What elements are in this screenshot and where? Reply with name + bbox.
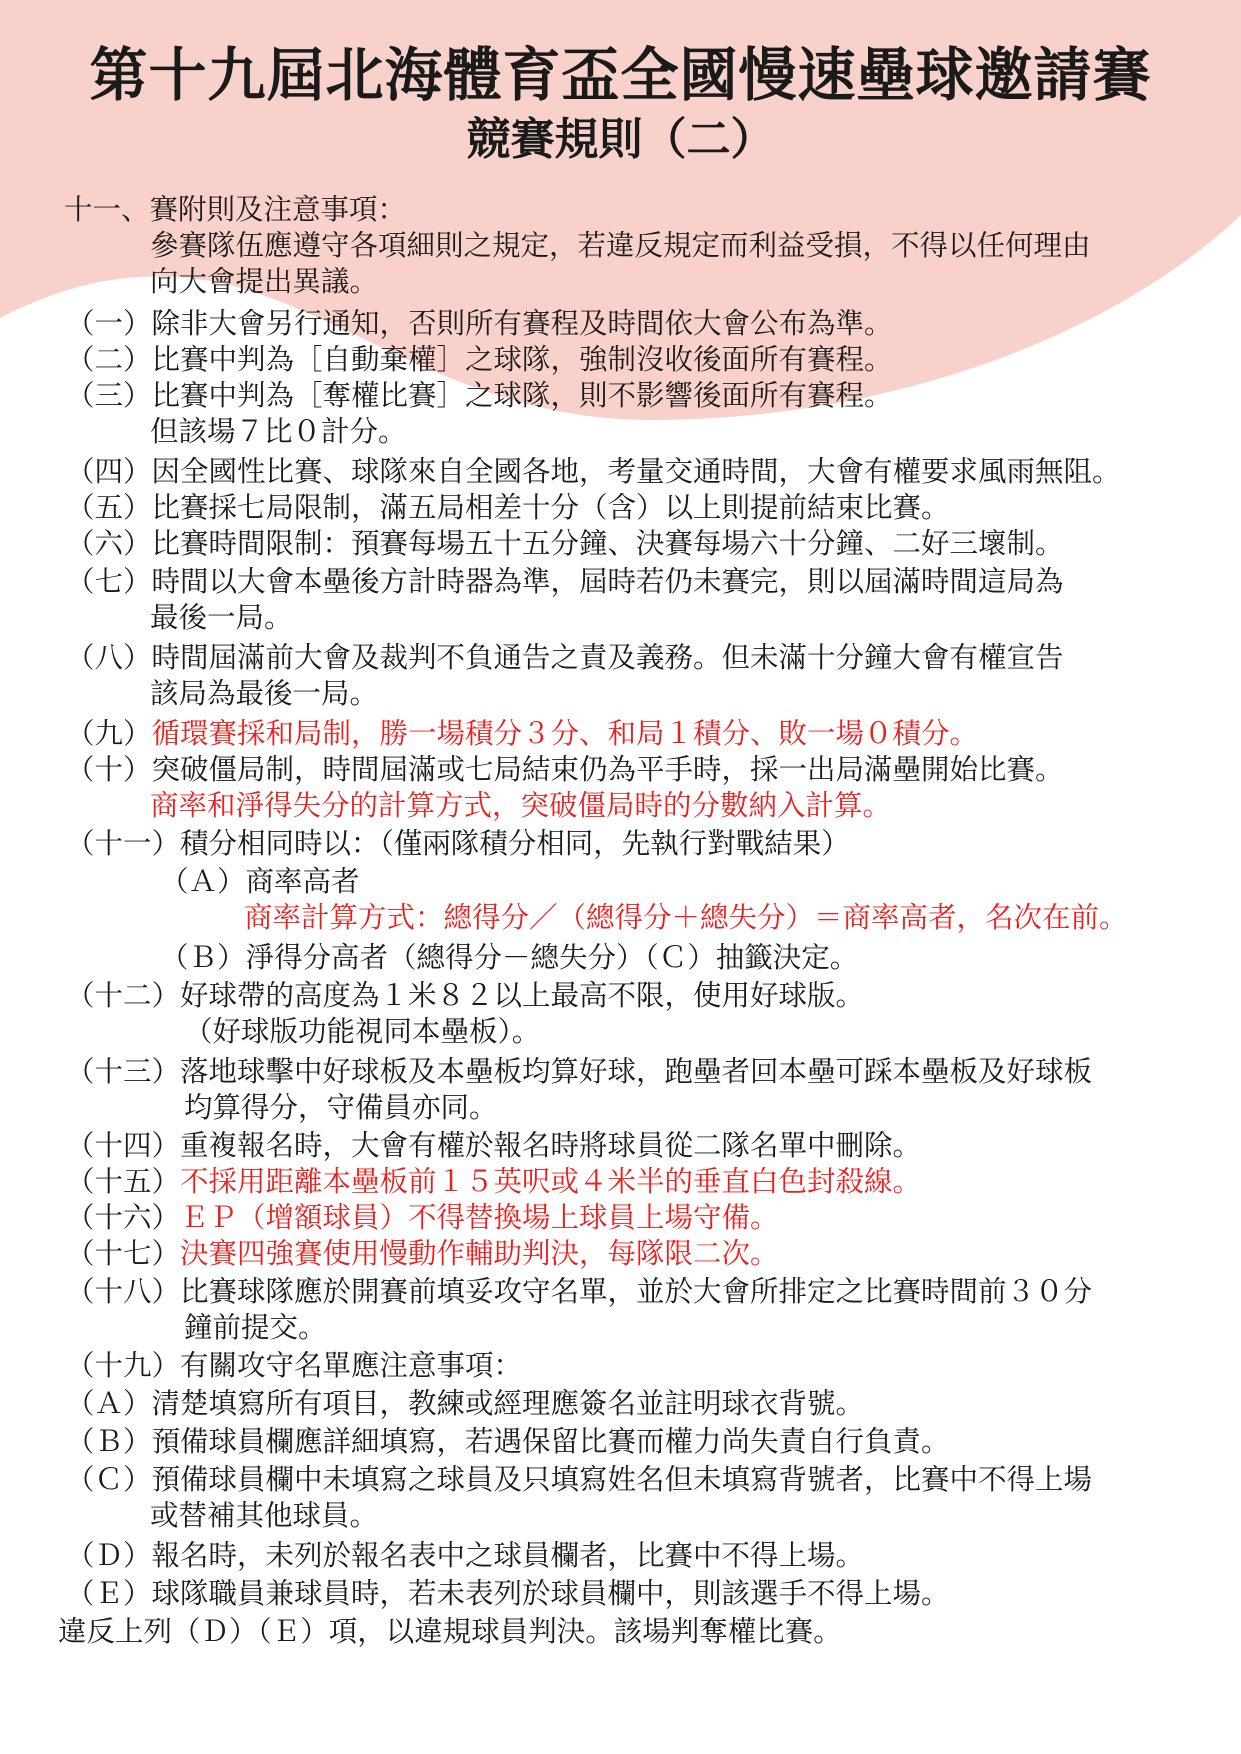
rule-line: （Ｅ）球隊職員兼球員時，若未表列於球員欄中，則該選手不得上場。 [66, 1577, 950, 1610]
rule-line: （十八）比賽球隊應於開賽前填妥攻守名單，並於大會所排定之比賽時間前３０分 [66, 1275, 1093, 1308]
page-subtitle: 競賽規則（二） [466, 114, 775, 165]
rule-line: （十二）好球帶的高度為１米８２以上最高不限，使用好球版。 [66, 979, 865, 1012]
rule-line: 均算得分，守備員亦同。 [184, 1091, 498, 1124]
rule-highlight: ＥＰ（增額球員）不得替換場上球員上場守備。 [180, 1201, 779, 1234]
rule-line: 十一、賽附則及注意事項： [64, 193, 407, 226]
rule-line: （六）比賽時間限制：預賽每場五十五分鐘、決賽每場六十分鐘、二好三壞制。 [66, 527, 1064, 560]
rule-highlight: 循環賽採和局制，勝一場積分３分、和局１積分、敗一場０積分。 [151, 717, 979, 750]
rule-line: （十三）落地球擊中好球板及本壘板均算好球，跑壘者回本壘可踩本壘板及好球板 [66, 1055, 1093, 1088]
rule-line: 參賽隊伍應遵守各項細則之規定，若違反規定而利益受損，不得以任何理由 [150, 229, 1091, 262]
rule-line: （Ｄ）報名時，未列於報名表中之球員欄者，比賽中不得上場。 [66, 1539, 865, 1572]
rule-line: （Ｂ）預備球員欄應詳細填寫，若遇保留比賽而權力尚失責自行負責。 [66, 1425, 950, 1458]
rule-line: （四）因全國性比賽、球隊來自全國各地，考量交通時間，大會有權要求風雨無阻。 [66, 455, 1121, 488]
rule-line: 該局為最後一局。 [150, 677, 379, 710]
rule-line: （十六）ＥＰ（增額球員）不得替換場上球員上場守備。 [66, 1201, 779, 1234]
rule-line: 商率計算方式：總得分／（總得分＋總失分）＝商率高者，名次在前。 [244, 901, 1128, 934]
rule-line: （三）比賽中判為［奪權比賽］之球隊，則不影響後面所有賽程。 [66, 379, 893, 412]
rule-line: （十七）決賽四強賽使用慢動作輔助判決，每隊限二次。 [66, 1237, 779, 1270]
rule-line: （十五）不採用距離本壘板前１５英呎或４米半的垂直白色封殺線。 [66, 1165, 922, 1198]
rule-line: （一）除非大會另行通知，否則所有賽程及時間依大會公布為準。 [66, 307, 893, 340]
rule-line: （Ｃ）預備球員欄中未填寫之球員及只填寫姓名但未填寫背號者，比賽中不得上場 [66, 1463, 1093, 1496]
rule-line: （八）時間屆滿前大會及裁判不負通告之責及義務。但未滿十分鐘大會有權宣告 [66, 641, 1064, 674]
rule-line: （十四）重複報名時，大會有權於報名時將球員從二隊名單中刪除。 [66, 1129, 922, 1162]
rule-line: （好球版功能視同本壘板）。 [184, 1015, 541, 1048]
rule-line: 商率和淨得失分的計算方式，突破僵局時的分數納入計算。 [150, 789, 892, 822]
rule-line: （二）比賽中判為［自動棄權］之球隊，強制沒收後面所有賽程。 [66, 343, 893, 376]
rule-line: 向大會提出異議。 [150, 265, 379, 298]
rule-line: （七）時間以大會本壘後方計時器為準，屆時若仍未賽完，則以屆滿時間這局為 [66, 565, 1064, 598]
rule-line: 但該場７比０計分。 [150, 415, 407, 448]
rule-line: （Ｂ）淨得分高者（總得分－總失分）（Ｃ）抽籤決定。 [160, 941, 859, 974]
rule-highlight: 決賽四強賽使用慢動作輔助判決，每隊限二次。 [180, 1237, 779, 1270]
rule-line: （Ａ）商率高者 [160, 865, 360, 898]
rule-line: （Ａ）清楚填寫所有項目，教練或經理應簽名並註明球衣背號。 [66, 1387, 865, 1420]
rule-line: （十）突破僵局制，時間屆滿或七局結束仍為平手時，採一出局滿壘開始比賽。 [66, 753, 1064, 786]
rule-line: （九）循環賽採和局制，勝一場積分３分、和局１積分、敗一場０積分。 [66, 717, 979, 750]
rule-line: （五）比賽採七局限制，滿五局相差十分（含）以上則提前結束比賽。 [66, 491, 950, 524]
page-title: 第十九屆北海體育盃全國慢速壘球邀請賽 [89, 41, 1152, 109]
rule-line: 鐘前提交。 [184, 1311, 327, 1344]
rule-line: （十一）積分相同時以：（僅兩隊積分相同，先執行對戰結果） [66, 827, 850, 860]
rule-highlight: 不採用距離本壘板前１５英呎或４米半的垂直白色封殺線。 [180, 1165, 922, 1198]
rule-line: （十九）有關攻守名單應注意事項： [66, 1349, 523, 1382]
rule-line: 或替補其他球員。 [150, 1499, 379, 1532]
rule-line: 最後一局。 [150, 601, 293, 634]
rule-line: 違反上列（Ｄ）（Ｅ）項，以違規球員判決。該場判奪權比賽。 [58, 1615, 842, 1648]
